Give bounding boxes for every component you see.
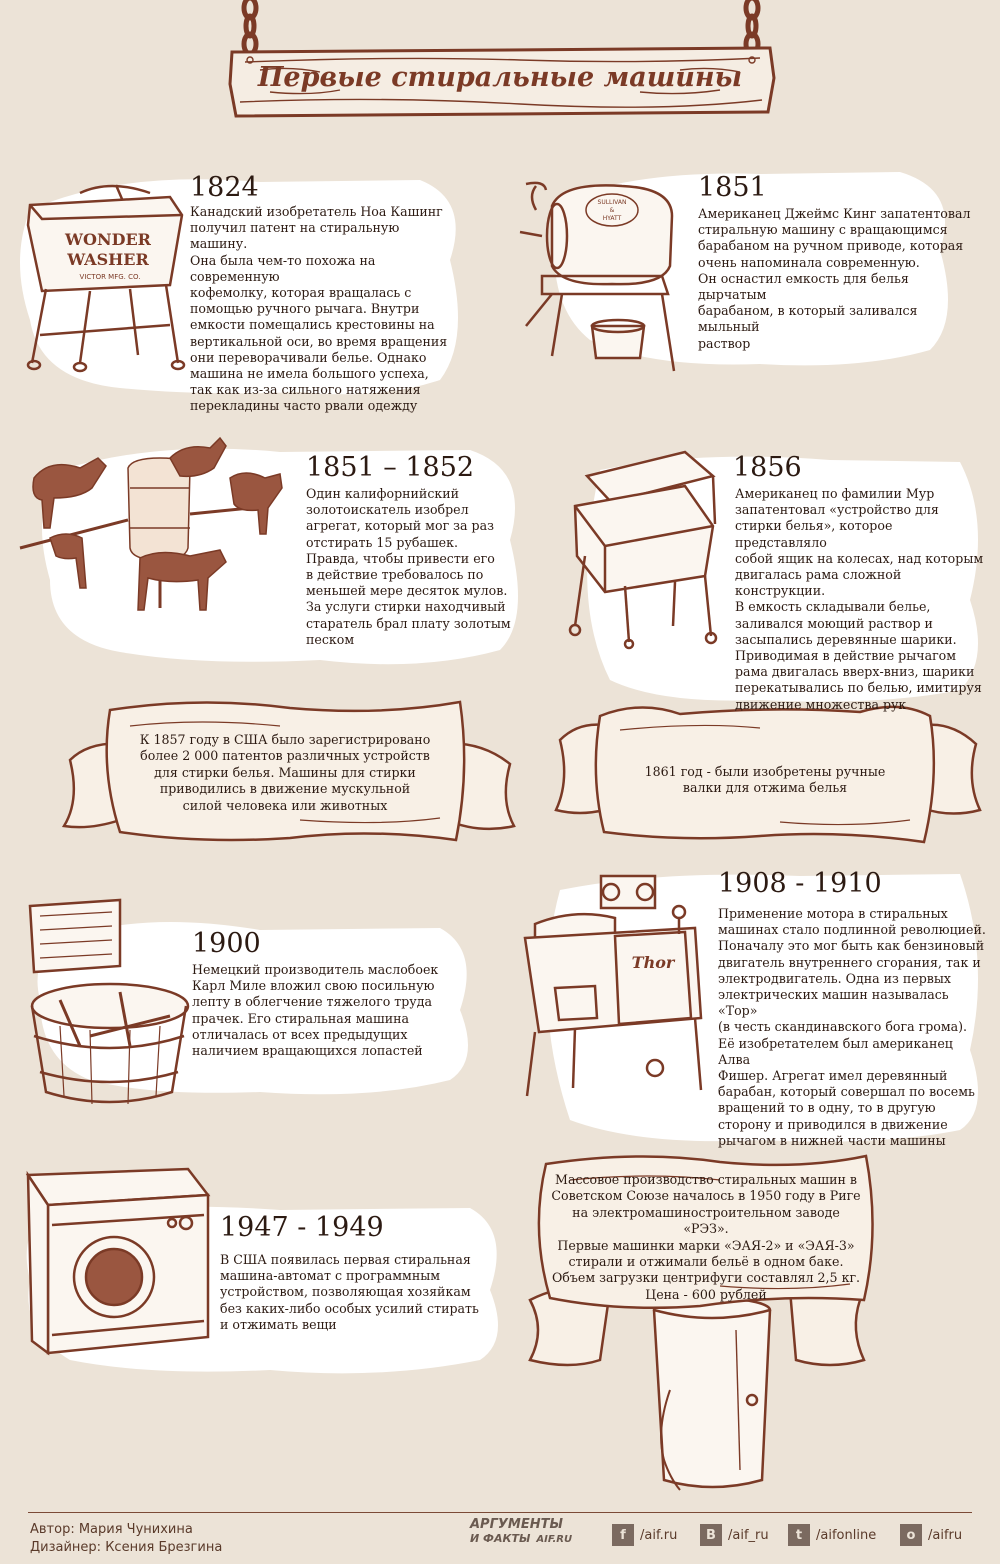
scroll-soviet-production	[548, 1172, 864, 1303]
text-line: меньшей мере десяток мулов.	[306, 583, 508, 599]
text-line: сторону и приводился в движение	[718, 1116, 948, 1132]
designer-credit: Дизайнер: Ксения Брезгина	[30, 1540, 223, 1555]
text-line: запатентовал «устройство для	[735, 502, 939, 518]
text-line: перекатывались по белью, имитируя	[735, 680, 982, 696]
entry-year-1851: 1851	[698, 172, 767, 203]
text-line: засыпались деревянные шарики.	[735, 631, 957, 647]
text-line: так как из-за сильного натяжения	[190, 382, 421, 398]
social-handle: /aif.ru	[640, 1527, 678, 1543]
entry-year-1947-1949: 1947 - 1949	[220, 1212, 384, 1243]
author-credit: Автор: Мария Чунихина	[30, 1522, 193, 1537]
text-line: двигалась рама сложной конструкции.	[735, 567, 902, 599]
text-line: получил патент на стиральную машину.	[190, 220, 400, 252]
text-line: Он оснастил емкость для белья дырчатым	[698, 270, 909, 303]
scroll-line: стирали и отжимали бельё в одном баке.	[568, 1254, 844, 1270]
text-line: собой ящик на колесах, над которым	[735, 550, 984, 566]
text-line: Карл Миле вложил свою посильную	[192, 978, 435, 994]
text-line: В емкость складывали белье,	[735, 599, 931, 615]
scroll-line: силой человека или животных	[182, 797, 388, 813]
text-line: двигатель внутреннего сгорания, так и	[718, 954, 981, 970]
entry-year-1908-1910: 1908 - 1910	[718, 868, 882, 899]
scroll-line: приводились в движение мускульной	[159, 781, 411, 797]
text-line: Американец Джеймс Кинг запатентовал	[698, 206, 971, 221]
entry-text-1851-1852	[306, 486, 516, 648]
text-line: емкости помещались крестовины на	[190, 317, 435, 333]
scroll-1861-wringer	[610, 764, 920, 797]
entry-year-1856: 1856	[733, 452, 802, 483]
text-line: лепту в облегчение тяжелого труда	[192, 994, 432, 1010]
scroll-line: Объем загрузки центрифуги составлял 2,5 кг.	[551, 1270, 861, 1286]
entry-text-1947-1949	[220, 1252, 485, 1333]
text-line: В США появилась первая стиральная	[220, 1252, 471, 1267]
scroll-line: для стирки белья. Машины для стирки	[154, 764, 416, 780]
text-line: Немецкий производитель маслобоек	[192, 962, 439, 977]
text-line: отличалась от всех предыдущих	[192, 1026, 408, 1042]
social-handle: /aif_ru	[728, 1527, 769, 1543]
text-line: наличием вращающихся лопастей	[192, 1043, 423, 1059]
wonder-label-line3: VICTOR MFG. CO.	[79, 273, 141, 281]
entry-text-1900	[192, 962, 452, 1059]
scroll-1857-patents	[130, 732, 440, 814]
social-facebook[interactable]	[612, 1522, 677, 1548]
logo-line2: И ФАКТЫ	[470, 1532, 531, 1545]
logo-line1: АРГУМЕНТЫ	[470, 1517, 563, 1532]
scroll-line: валки для отжима белья	[682, 780, 848, 796]
text-line: заливался моющий раствор и	[735, 615, 933, 631]
text-line: барабаном, в который заливался мыльный	[698, 303, 918, 335]
text-line: и отжимать вещи	[220, 1316, 337, 1332]
social-handle: /aifonline	[816, 1527, 877, 1543]
text-line: барабан, который совершал по восемь	[718, 1084, 975, 1100]
text-line: они переворачивали белье. Однако	[190, 349, 427, 365]
drum-label-line2: &	[609, 207, 615, 214]
entry-text-1908-1910	[718, 906, 988, 1149]
text-line: машина-автомат с программным	[220, 1268, 441, 1284]
text-line: вертикальной оси, во время вращения	[190, 333, 448, 349]
text-line: машинах стало подлинной революцией.	[718, 922, 986, 938]
page-title: Первые стиральные машины	[257, 62, 743, 93]
scroll-line: Цена - 600 рублей	[645, 1286, 767, 1302]
scroll-line: Советском Союзе началось в 1950 году в Риге	[551, 1188, 861, 1204]
text-line: электрических машин называлась «Тор»	[718, 987, 949, 1019]
text-line: Правда, чтобы привести его	[306, 550, 495, 566]
text-line: Фишер. Агрегат имел деревянный	[718, 1068, 948, 1084]
text-line: очень напоминала современную.	[698, 254, 920, 270]
social-vk[interactable]	[700, 1522, 769, 1548]
text-line: Она была чем-то похожа на современную	[190, 252, 376, 284]
text-line: Применение мотора в стиральных	[718, 906, 948, 921]
aif-logo[interactable]	[470, 1518, 600, 1552]
text-line: Американец по фамилии Мур	[735, 486, 935, 501]
scroll-line: на электромашиностроительном заводе «РЭЗ».	[572, 1204, 840, 1237]
entry-text-1824	[190, 204, 460, 415]
text-line: электродвигатель. Одна из первых	[718, 970, 951, 986]
text-line: За услуги стирки находчивый	[306, 599, 506, 615]
entry-year-1851-1852: 1851 – 1852	[306, 452, 475, 483]
social-odnoklassniki[interactable]	[900, 1522, 962, 1548]
scroll-line: Массовое производство стиральных машин в	[555, 1172, 857, 1187]
text-line: в действие требовалось по	[306, 567, 484, 583]
drum-label-line3: HYATT	[602, 215, 622, 222]
text-line: рычагом в нижней части машины	[718, 1132, 946, 1148]
text-line: перекладины часто рвали одежду	[190, 398, 418, 414]
logo-site: AIF.RU	[536, 1534, 573, 1545]
text-line: Её изобретателем был американец Алва	[718, 1035, 953, 1067]
text-line: Приводимая в действие рычагом	[735, 648, 957, 664]
text-line: отстирать 15 рубашек.	[306, 534, 458, 550]
text-line: рама двигалась вверх-вниз, шарики	[735, 664, 975, 680]
text-line: барабаном на ручном приводе, которая	[698, 238, 964, 254]
text-line: вращений то в одну, то в другую	[718, 1100, 936, 1116]
text-line: кофемолку, которая вращалась с	[190, 285, 412, 301]
scroll-line: К 1857 году в США было зарегистрировано	[139, 732, 431, 747]
scroll-line: более 2 000 патентов различных устройств	[140, 748, 430, 764]
text-line: движение множества рук	[735, 696, 907, 712]
vk-icon: В	[700, 1524, 722, 1546]
social-handle: /aifru	[928, 1527, 963, 1543]
thor-label: Thor	[631, 953, 675, 972]
scroll-line: Первые машинки марки «ЭАЯ-2» и «ЭАЯ-3»	[557, 1237, 855, 1253]
text-line: стиральную машину с вращающимся	[698, 222, 948, 238]
text-line: песком	[306, 631, 355, 647]
text-line: Канадский изобретатель Ноа Кашинг	[190, 204, 443, 219]
text-line: машина не имела большого успеха,	[190, 366, 429, 382]
social-twitter[interactable]	[788, 1522, 876, 1548]
entry-year-1824: 1824	[190, 172, 259, 203]
text-line: золотоискатель изобрел	[306, 502, 469, 518]
text-line: устройством, позволяющая хозяйкам	[220, 1284, 471, 1300]
drum-label-line1: SULLIVAN	[597, 199, 627, 206]
text-line: без каких-либо особых усилий стирать	[220, 1300, 479, 1316]
text-line: Поначалу это мог быть как бензиновый	[718, 938, 985, 954]
text-line: раствор	[698, 335, 751, 351]
entry-text-1856	[735, 486, 985, 713]
text-line: агрегат, который мог за раз	[306, 518, 494, 534]
entry-year-1900: 1900	[192, 928, 261, 959]
scroll-line: 1861 год - были изобретены ручные	[644, 764, 886, 779]
wonder-label-line2: WASHER	[67, 250, 149, 269]
twitter-icon: t	[788, 1524, 810, 1546]
text-line: (в честь скандинавского бога грома).	[718, 1019, 968, 1035]
facebook-icon: f	[612, 1524, 634, 1546]
wonder-label-line1: WONDER	[65, 230, 151, 249]
text-line: прачек. Его стиральная машина	[192, 1010, 409, 1026]
text-line: стирки белья», которое представляло	[735, 518, 893, 550]
footer-divider	[28, 1512, 972, 1513]
text-line: помощью ручного рычага. Внутри	[190, 301, 420, 317]
odnoklassniki-icon: o	[900, 1524, 922, 1546]
text-line: Один калифорнийский	[306, 486, 460, 501]
text-line: старатель брал плату золотым	[306, 615, 511, 631]
entry-text-1851	[698, 206, 978, 352]
